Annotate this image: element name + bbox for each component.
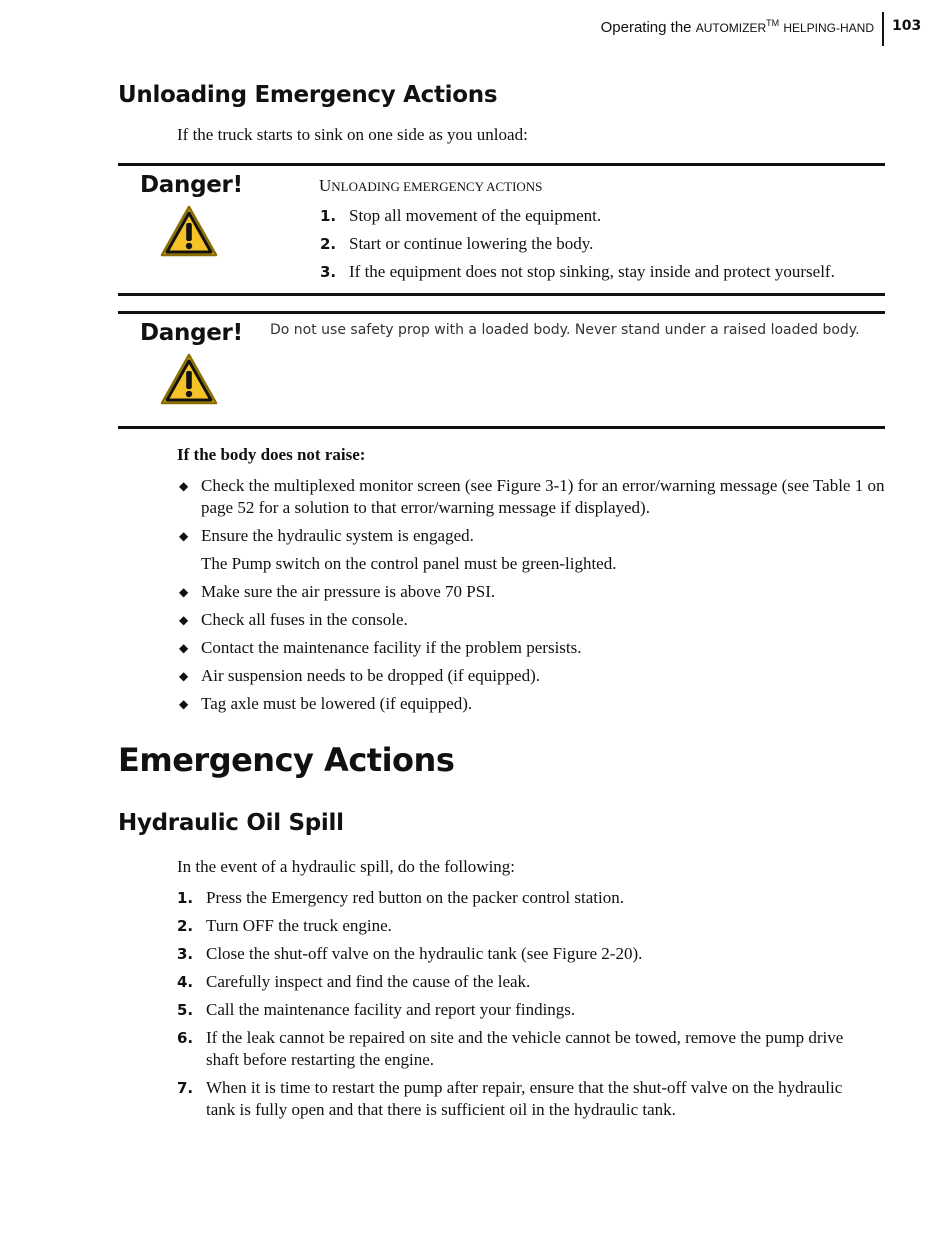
list-item <box>177 943 871 965</box>
step-number: 6. <box>177 1029 194 1047</box>
step-text: Carefully inspect and find the cause of the leak. <box>206 972 531 991</box>
list-item <box>179 665 886 687</box>
bullet-text: Make sure the air pressure is above 70 PSI. <box>201 582 496 601</box>
list-item <box>320 261 879 283</box>
list-item <box>177 1027 871 1071</box>
subheading-rest: NLOADING EMERGENCY ACTIONS <box>331 179 543 194</box>
diamond-bullet-icon: ◆ <box>179 479 189 493</box>
diamond-bullet-icon: ◆ <box>179 585 189 599</box>
danger-box-bottom-rule <box>118 293 885 296</box>
section-heading-oil-spill: Hydraulic Oil Spill <box>118 810 344 836</box>
step-number: 3. <box>320 263 337 281</box>
step-number: 3. <box>177 945 194 963</box>
list-item <box>179 693 886 715</box>
list-item <box>177 971 871 993</box>
step-text: Start or continue lowering the body. <box>349 234 594 253</box>
step-number: 2. <box>320 235 337 253</box>
diamond-bullet-icon: ◆ <box>179 697 189 711</box>
danger-subheading <box>319 176 542 196</box>
section-heading-unloading: Unloading Emergency Actions <box>118 82 498 108</box>
step-text: Call the maintenance facility and report your findings. <box>206 1000 576 1019</box>
step-number: 2. <box>177 917 194 935</box>
step-text: Close the shut-off valve on the hydraulic tank (see Figure 2-20). <box>206 944 643 963</box>
step-text: If the equipment does not stop sinking, stay inside and protect yourself. <box>349 262 835 281</box>
spill-intro: In the event of a hydraulic spill, do the following: <box>177 857 516 876</box>
step-number: 7. <box>177 1079 194 1097</box>
list-item <box>179 475 886 519</box>
list-item <box>179 637 886 659</box>
chapter-heading-emergency: Emergency Actions <box>118 741 455 779</box>
running-title-brand: AUTOMIZER <box>695 21 767 35</box>
diamond-bullet-icon: ◆ <box>179 529 189 543</box>
danger-box-2-bottom-rule <box>118 426 885 429</box>
bullet-text: Ensure the hydraulic system is engaged. <box>201 526 474 545</box>
no-raise-heading: If the body does not raise: <box>177 445 366 464</box>
list-item <box>177 915 871 937</box>
unloading-intro: If the truck starts to sink on one side as you unload: <box>177 125 528 144</box>
step-number: 1. <box>320 207 337 225</box>
danger-box-2-top-rule <box>118 311 885 314</box>
danger-label-2: Danger! <box>140 320 243 346</box>
diamond-bullet-icon: ◆ <box>179 641 189 655</box>
list-item <box>177 999 871 1021</box>
danger-label-1: Danger! <box>140 172 243 198</box>
step-number: 5. <box>177 1001 194 1019</box>
header-divider <box>882 12 884 46</box>
step-text: Press the Emergency red button on the packer control station. <box>206 888 624 907</box>
spill-steps-list <box>177 887 871 1121</box>
danger-2-text: Do not use safety prop with a loaded body. Never stand under a raised loaded body. <box>270 322 860 338</box>
warning-triangle-icon <box>159 352 219 406</box>
step-number: 4. <box>177 973 194 991</box>
running-title <box>601 18 874 36</box>
trademark-mark: TM <box>766 18 780 28</box>
list-item <box>179 609 886 631</box>
diamond-bullet-icon: ◆ <box>179 613 189 627</box>
bullet-note: The Pump switch on the control panel must be green-lighted. <box>201 554 617 573</box>
bullet-text: Air suspension needs to be dropped (if equipped). <box>201 666 540 685</box>
step-text: Turn OFF the truck engine. <box>206 916 392 935</box>
warning-triangle-icon <box>159 204 219 258</box>
running-title-prefix: Operating the <box>600 19 692 36</box>
step-text: Stop all movement of the equipment. <box>349 206 602 225</box>
diamond-bullet-icon: ◆ <box>179 669 189 683</box>
list-item <box>179 525 886 575</box>
no-raise-bullet-list <box>179 475 886 715</box>
bullet-text: Check the multiplexed monitor screen (see Figure 3-1) for an error/warning message (see Table 1 on page 52 for a solution to that error/warning message if displayed). <box>201 476 885 517</box>
page-number: 103 <box>892 18 922 34</box>
bullet-text: Check all fuses in the console. <box>201 610 408 629</box>
list-item <box>177 1077 871 1121</box>
danger-box-top-rule <box>118 163 885 166</box>
page-header <box>0 12 950 48</box>
subheading-initial: U <box>319 176 332 195</box>
list-item <box>179 581 886 603</box>
list-item <box>320 233 879 255</box>
bullet-text: Contact the maintenance facility if the problem persists. <box>201 638 582 657</box>
list-item <box>320 205 879 227</box>
list-item <box>177 887 871 909</box>
step-text: If the leak cannot be repaired on site and the vehicle cannot be towed, remove the pump drive shaft before restarting the engine. <box>206 1028 844 1069</box>
step-number: 1. <box>177 889 194 907</box>
running-title-suffix: HELPING-HAND <box>783 21 874 35</box>
bullet-text: Tag axle must be lowered (if equipped). <box>201 694 473 713</box>
step-text: When it is time to restart the pump after repair, ensure that the shut-off valve on the hydraulic tank is fully open and that there is sufficient oil in the hydraulic tank. <box>206 1078 843 1119</box>
unloading-steps-list <box>320 205 879 283</box>
